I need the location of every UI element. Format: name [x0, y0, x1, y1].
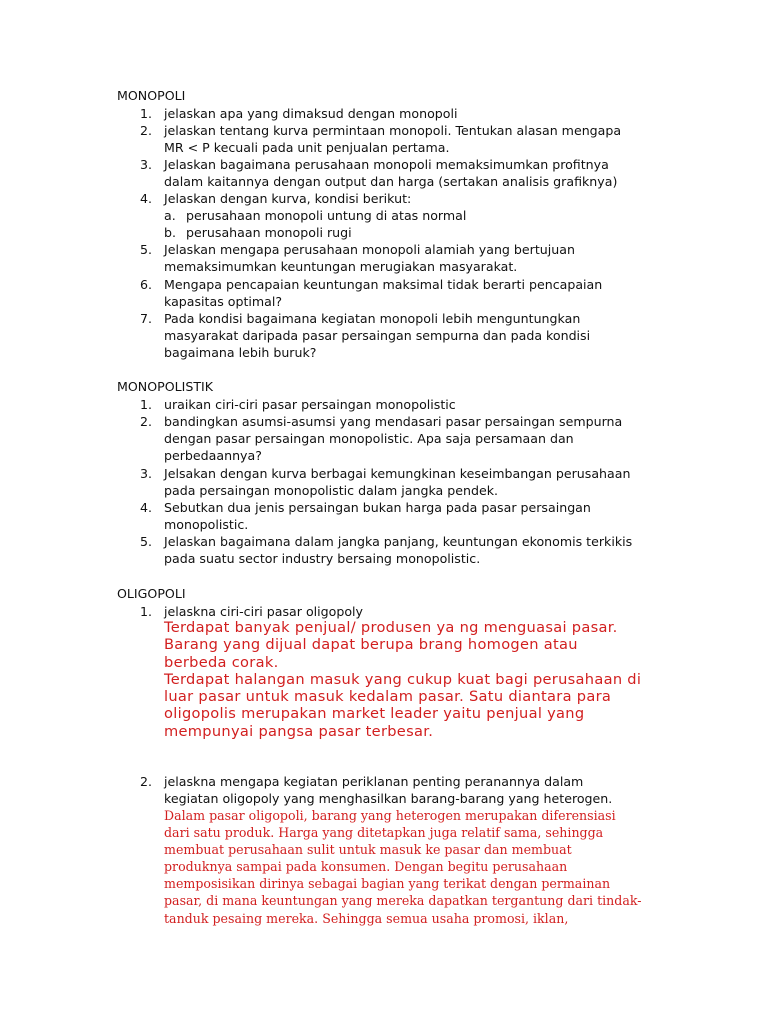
answer-line: berbeda corak. — [164, 653, 279, 671]
question-text: dalam kaitannya dengan output dan harga (sertakan analisis grafiknya) — [164, 174, 618, 189]
subitem-letter: a. — [164, 208, 176, 223]
question-text: uraikan ciri-ciri pasar persaingan monopolistic — [164, 397, 456, 412]
answer-line: produknya sampai pada konsumen. Dengan begitu perusahaan — [164, 859, 568, 875]
question-text: jelaskan apa yang dimaksud dengan monopoli — [164, 106, 458, 121]
question-text: MR < P kecuali pada unit penjualan pertama. — [164, 140, 450, 155]
question-number: 1. — [140, 106, 153, 121]
section-title-monopolistik: MONOPOLISTIK — [117, 379, 214, 394]
question-number: 2. — [140, 414, 153, 429]
question-number: 2. — [140, 774, 153, 789]
question-text: monopolistic. — [164, 517, 249, 532]
question-text: Jelaskan bagaimana perusahaan monopoli memaksimumkan profitnya — [164, 157, 609, 172]
subitem-text: perusahaan monopoli rugi — [186, 225, 352, 240]
question-number: 4. — [140, 500, 153, 515]
question-text: Pada kondisi bagaimana kegiatan monopoli lebih menguntungkan — [164, 311, 581, 326]
section-title-oligopoli: OLIGOPOLI — [117, 586, 186, 601]
answer-line: Barang yang dijual dapat berupa brang homogen atau — [164, 636, 578, 654]
question-text: bagaimana lebih buruk? — [164, 345, 317, 360]
subitem-letter: b. — [164, 225, 176, 240]
question-number: 3. — [140, 466, 153, 481]
question-text: Jelsakan dengan kurva berbagai kemungkinan keseimbangan perusahaan — [164, 466, 631, 481]
question-text: kegiatan oligopoly yang menghasilkan barang-barang yang heterogen. — [164, 791, 613, 806]
question-text: bandingkan asumsi-asumsi yang mendasari pasar persaingan sempurna — [164, 414, 623, 429]
answer-line: membuat perusahaan sulit untuk masuk ke pasar dan membuat — [164, 842, 572, 858]
answer-line: Terdapat halangan masuk yang cukup kuat bagi perusahaan di — [164, 670, 642, 688]
answer-line: tanduk pesaing mereka. Sehingga semua usaha promosi, iklan, — [164, 910, 569, 926]
question-number: 5. — [140, 534, 153, 549]
question-text: memaksimumkan keuntungan merugiakan masyarakat. — [164, 259, 518, 274]
answer-line: mempunyai pangsa pasar terbesar. — [164, 722, 434, 740]
oligopoli-answer-1 — [164, 619, 641, 740]
question-number: 2. — [140, 123, 153, 138]
answer-line: oligopolis merupakan market leader yaitu penjual yang — [164, 705, 585, 723]
question-text: jelaskna ciri-ciri pasar oligopoly — [164, 604, 363, 619]
answer-line: Terdapat banyak penjual/ produsen ya ng menguasai pasar. — [164, 619, 618, 636]
question-number: 1. — [140, 604, 153, 619]
answer-line: dari satu produk. Harga yang ditetapkan juga relatif sama, sehingga — [164, 825, 604, 841]
answer-line: Dalam pasar oligopoli, barang yang heterogen merupakan diferensiasi — [164, 808, 616, 823]
question-text: dengan pasar persaingan monopolistic. Apa saja persamaan dan — [164, 431, 574, 446]
question-text: Mengapa pencapaian keuntungan maksimal tidak berarti pencapaian — [164, 277, 603, 292]
question-text: kapasitas optimal? — [164, 294, 283, 309]
question-text: Jelaskan dengan kurva, kondisi berikut: — [164, 191, 412, 206]
question-text: pada suatu sector industry bersaing monopolistic. — [164, 551, 481, 566]
answer-line: memposisikan dirinya sebagai bagian yang terikat dengan permainan — [164, 876, 611, 892]
question-text: Jelaskan mengapa perusahaan monopoli alamiah yang bertujuan — [164, 242, 575, 257]
question-number: 4. — [140, 191, 153, 206]
question-text: jelaskna mengapa kegiatan periklanan penting peranannya dalam — [164, 774, 584, 789]
question-text: masyarakat daripada pasar persaingan sempurna dan pada kondisi — [164, 328, 591, 343]
question-text: Jelaskan bagaimana dalam jangka panjang, keuntungan ekonomis terkikis — [164, 534, 633, 549]
oligopoli-answer-2 — [164, 807, 642, 927]
question-number: 6. — [140, 277, 153, 292]
question-number: 7. — [140, 311, 153, 326]
question-number: 5. — [140, 242, 153, 257]
question-text: Sebutkan dua jenis persaingan bukan harga pada pasar persaingan — [164, 500, 591, 515]
question-text: perbedaannya? — [164, 448, 262, 463]
answer-line: pasar, di mana keuntungan yang mereka dapatkan tergantung dari tindak- — [164, 893, 642, 909]
answer-line: luar pasar untuk masuk kedalam pasar. Satu diantara para — [164, 688, 612, 706]
section-title-monopoli: MONOPOLI — [117, 88, 186, 103]
question-number: 3. — [140, 157, 153, 172]
question-text: jelaskan tentang kurva permintaan monopoli. Tentukan alasan mengapa — [164, 123, 622, 138]
question-number: 1. — [140, 397, 153, 412]
question-text: pada persaingan monopolistic dalam jangka pendek. — [164, 483, 499, 498]
subitem-text: perusahaan monopoli untung di atas normal — [186, 208, 467, 223]
